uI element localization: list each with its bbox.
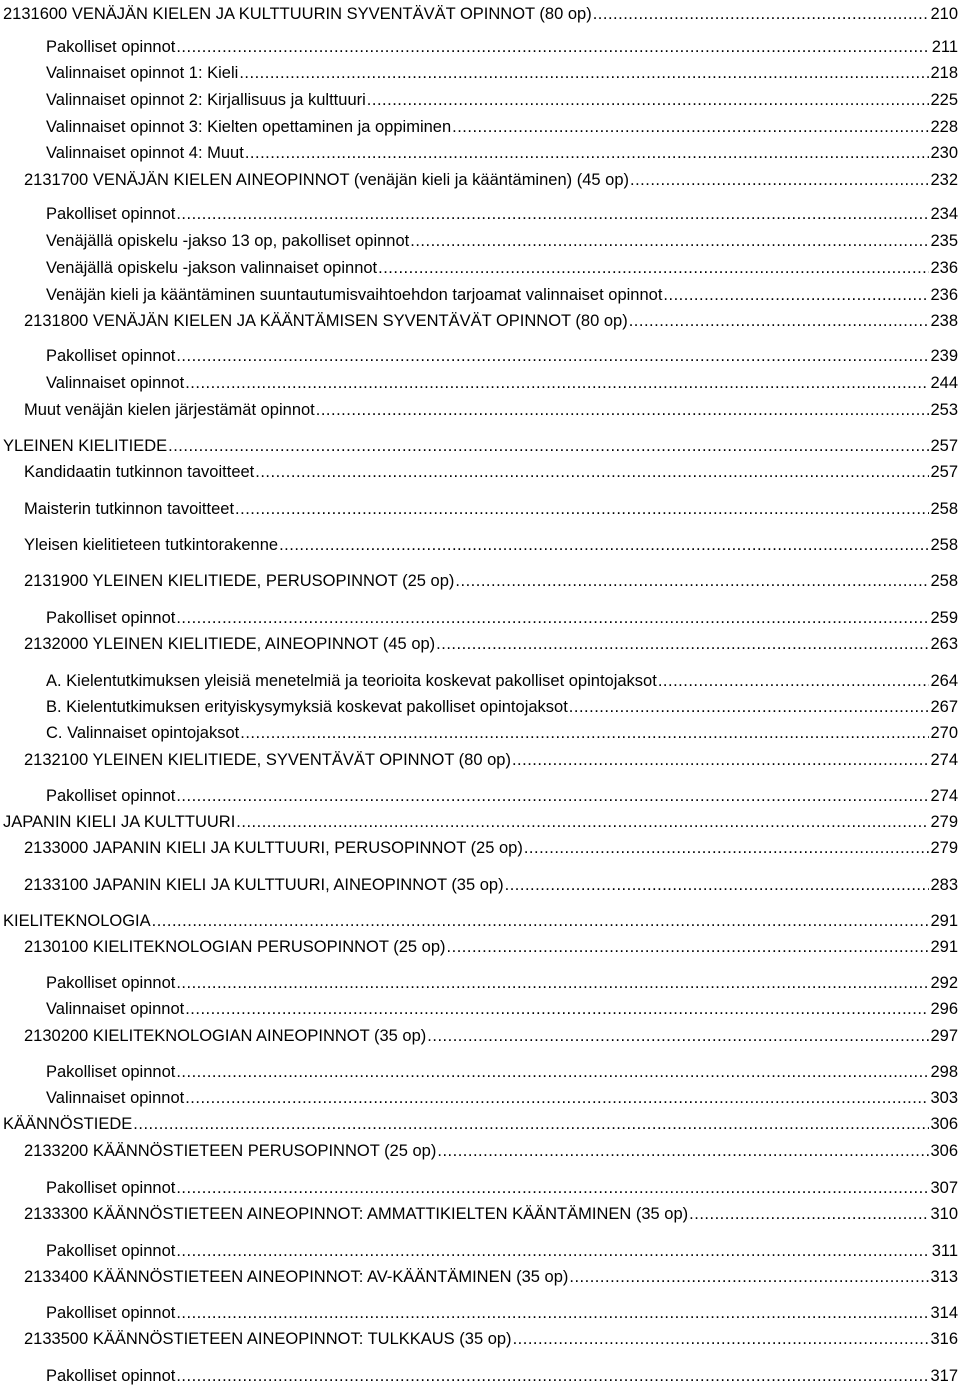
toc-entry-title: A. Kielentutkimuksen yleisiä menetelmiä ja teorioita koskevat pakolliset opintojaksot [46, 672, 657, 690]
toc-entry-title: Venäjällä opiskelu -jakson valinnaiset opinnot [46, 259, 378, 277]
toc-entry-title: 2132000 YLEINEN KIELITIEDE, AINEOPINNOT (45 op) [24, 635, 436, 653]
toc-entry-page: 291 [930, 938, 958, 956]
dot-leader [176, 202, 929, 226]
dot-leader [245, 141, 929, 165]
toc-entry[interactable] [0, 1265, 960, 1289]
toc-entry[interactable] [0, 1024, 960, 1048]
toc-entry[interactable] [0, 873, 960, 897]
toc-entry-title: Pakolliset opinnot [46, 1242, 176, 1260]
toc-entry-title: YLEINEN KIELITIEDE [3, 437, 168, 455]
toc-entry-page: 228 [930, 118, 958, 136]
toc-entry-page: 291 [930, 912, 958, 930]
toc-entry-title: Valinnaiset opinnot [46, 1000, 185, 1018]
toc-entry-page: 238 [930, 312, 958, 330]
toc-entry-page: 298 [930, 1063, 958, 1081]
toc-entry[interactable] [0, 569, 960, 593]
toc-entry-page: 258 [930, 572, 958, 590]
toc-entry-title: Valinnaiset opinnot [46, 1089, 185, 1107]
dot-leader [663, 283, 929, 307]
toc-entry-page: 296 [930, 1000, 958, 1018]
toc-entry[interactable] [0, 1202, 960, 1226]
toc-entry-title: Valinnaiset opinnot 1: Kieli [46, 64, 239, 82]
toc-entry-page: 244 [930, 374, 958, 392]
dot-leader [367, 88, 929, 112]
toc-entry[interactable] [0, 115, 960, 139]
toc-entry-page: 263 [930, 635, 958, 653]
toc-entry[interactable] [0, 971, 960, 995]
toc-entry-page: 259 [930, 609, 958, 627]
toc-entry-page: 264 [930, 672, 958, 690]
toc-entry-page: 279 [930, 813, 958, 831]
toc-entry-title: 2130200 KIELITEKNOLOGIAN AINEOPINNOT (35 op) [24, 1027, 427, 1045]
toc-entry-title: Maisterin tutkinnon tavoitteet [24, 500, 235, 518]
dot-leader [629, 309, 929, 333]
toc-entry-title: KIELITEKNOLOGIA [3, 912, 151, 930]
dot-leader [235, 497, 929, 521]
dot-leader [236, 810, 929, 834]
toc-entry[interactable] [0, 434, 960, 458]
toc-entry[interactable] [0, 1364, 960, 1388]
toc-entry-page: 283 [930, 876, 958, 894]
toc-entry-title: 2131600 VENÄJÄN KIELEN JA KULTTUURIN SYVENTÄVÄT OPINNOT (80 op) [3, 5, 592, 23]
dot-leader [593, 2, 929, 26]
toc-entry[interactable] [0, 1176, 960, 1200]
toc-entry-title: KÄÄNNÖSTIEDE [3, 1115, 133, 1133]
toc-entry[interactable] [0, 371, 960, 395]
toc-entry-title: Kandidaatin tutkinnon tavoitteet [24, 463, 255, 481]
toc-entry-title: 2133500 KÄÄNNÖSTIETEEN AINEOPINNOT: TULKKAUS (35 op) [24, 1330, 512, 1348]
toc-entry-page: 257 [930, 463, 958, 481]
dot-leader [569, 1265, 929, 1289]
dot-leader [505, 873, 929, 897]
toc-entry[interactable] [0, 88, 960, 112]
dot-leader [176, 35, 929, 59]
toc-entry-page: 235 [930, 232, 958, 250]
toc-entry-title: Pakolliset opinnot [46, 1304, 176, 1322]
toc-entry-title: Venäjällä opiskelu -jakso 13 op, pakolliset opinnot [46, 232, 410, 250]
toc-entry[interactable] [0, 229, 960, 253]
toc-entry-page: 306 [930, 1142, 958, 1160]
toc-entry-title: Pakolliset opinnot [46, 205, 176, 223]
dot-leader [689, 1202, 929, 1226]
toc-entry[interactable] [0, 460, 960, 484]
toc-entry-title: Pakolliset opinnot [46, 1063, 176, 1081]
toc-entry-title: 2133000 JAPANIN KIELI JA KULTTUURI, PERUSOPINNOT (25 op) [24, 839, 523, 857]
dot-leader [176, 1364, 929, 1388]
toc-entry[interactable] [0, 935, 960, 959]
dot-leader [168, 434, 929, 458]
toc-entry[interactable] [0, 1060, 960, 1084]
toc-entry-page: 218 [930, 64, 958, 82]
toc-entry-title: B. Kielentutkimuksen erityiskysymyksiä koskevat pakolliset opintojaksot [46, 698, 568, 716]
toc-entry-title: Pakolliset opinnot [46, 787, 176, 805]
toc-entry-page: 253 [930, 401, 958, 419]
dot-leader [410, 229, 929, 253]
dot-leader [185, 1086, 929, 1110]
toc-entry[interactable] [0, 721, 960, 745]
toc-entry[interactable] [0, 748, 960, 772]
toc-entry[interactable] [0, 909, 960, 933]
toc-entry[interactable] [0, 2, 960, 26]
toc-entry-title: Pakolliset opinnot [46, 38, 176, 56]
toc-entry-page: 225 [930, 91, 958, 109]
toc-entry-page: 234 [930, 205, 958, 223]
toc-entry-page: 279 [930, 839, 958, 857]
toc-entry[interactable] [0, 1327, 960, 1351]
toc-entry-page: 297 [930, 1027, 958, 1045]
toc-entry[interactable] [0, 606, 960, 630]
toc-entry-page: 313 [930, 1268, 958, 1286]
toc-entry-title: 2131900 YLEINEN KIELITIEDE, PERUSOPINNOT (25 op) [24, 572, 455, 590]
toc-entry[interactable] [0, 836, 960, 860]
toc-entry-page: 292 [930, 974, 958, 992]
toc-entry-page: 316 [930, 1330, 958, 1348]
toc-entry-page: 211 [931, 38, 958, 56]
toc-entry-title: 2131800 VENÄJÄN KIELEN JA KÄÄNTÄMISEN SYVENTÄVÄT OPINNOT (80 op) [24, 312, 628, 330]
toc-entry-title: 2132100 YLEINEN KIELITIEDE, SYVENTÄVÄT OPINNOT (80 op) [24, 751, 511, 769]
dot-leader [176, 606, 929, 630]
dot-leader [436, 632, 929, 656]
dot-leader [455, 569, 929, 593]
toc-entry[interactable] [0, 497, 960, 521]
toc-entry-title: 2130100 KIELITEKNOLOGIAN PERUSOPINNOT (25 op) [24, 938, 446, 956]
dot-leader [176, 1301, 929, 1325]
dot-leader [133, 1112, 929, 1136]
toc-entry-title: Pakolliset opinnot [46, 609, 176, 627]
toc-entry-title: Pakolliset opinnot [46, 1179, 176, 1197]
dot-leader [452, 115, 929, 139]
dot-leader [630, 168, 929, 192]
dot-leader [279, 533, 929, 557]
toc-entry[interactable] [0, 283, 960, 307]
toc-entry[interactable] [0, 784, 960, 808]
toc-entry[interactable] [0, 1301, 960, 1325]
toc-entry[interactable] [0, 632, 960, 656]
toc-entry-page: 239 [930, 347, 958, 365]
toc-entry-page: 257 [930, 437, 958, 455]
dot-leader [513, 1327, 929, 1351]
toc-entry-page: 258 [930, 536, 958, 554]
toc-entry-page: 236 [930, 259, 958, 277]
dot-leader [176, 1060, 929, 1084]
dot-leader [185, 371, 929, 395]
toc-entry-page: 317 [930, 1367, 958, 1385]
dot-leader [569, 695, 929, 719]
toc-entry[interactable] [0, 256, 960, 280]
toc-entry[interactable] [0, 1139, 960, 1163]
dot-leader [316, 398, 929, 422]
toc-entry-title: 2133200 KÄÄNNÖSTIETEEN PERUSOPINNOT (25 op) [24, 1142, 437, 1160]
toc-entry-page: 311 [931, 1242, 958, 1260]
dot-leader [176, 971, 929, 995]
dot-leader [240, 721, 929, 745]
dot-leader [176, 1239, 929, 1263]
toc-entry-page: 210 [930, 5, 958, 23]
toc-entry-title: Venäjän kieli ja kääntäminen suuntautumisvaihtoehdon tarjoamat valinnaiset opinnot [46, 286, 663, 304]
toc-entry[interactable] [0, 1239, 960, 1263]
toc-entry[interactable] [0, 202, 960, 226]
toc-entry-title: Valinnaiset opinnot 4: Muut [46, 144, 244, 162]
toc-entry-title: Pakolliset opinnot [46, 1367, 176, 1385]
dot-leader [658, 669, 929, 693]
dot-leader [176, 1176, 929, 1200]
toc-entry[interactable] [0, 669, 960, 693]
toc-entry-page: 303 [930, 1089, 958, 1107]
toc-entry-page: 310 [930, 1205, 958, 1223]
toc-entry-title: 2133100 JAPANIN KIELI JA KULTTUURI, AINEOPINNOT (35 op) [24, 876, 504, 894]
toc-entry-page: 270 [930, 724, 958, 742]
toc-entry-title: Valinnaiset opinnot 3: Kielten opettaminen ja oppiminen [46, 118, 452, 136]
toc-entry-title: JAPANIN KIELI JA KULTTUURI [3, 813, 236, 831]
toc-entry-title: 2131700 VENÄJÄN KIELEN AINEOPINNOT (venäjän kieli ja kääntäminen) (45 op) [24, 171, 629, 189]
toc-entry-page: 258 [930, 500, 958, 518]
toc-entry-page: 314 [930, 1304, 958, 1322]
dot-leader [176, 344, 929, 368]
toc-entry-page: 267 [930, 698, 958, 716]
toc-entry-page: 307 [930, 1179, 958, 1197]
toc-entry-page: 230 [930, 144, 958, 162]
toc-entry[interactable] [0, 344, 960, 368]
toc-entry-title: Yleisen kielitieteen tutkintorakenne [24, 536, 279, 554]
toc-entry[interactable] [0, 1112, 960, 1136]
dot-leader [255, 460, 929, 484]
toc-entry[interactable] [0, 533, 960, 557]
toc-entry[interactable] [0, 695, 960, 719]
dot-leader [524, 836, 929, 860]
dot-leader [437, 1139, 929, 1163]
toc-entry[interactable] [0, 810, 960, 834]
dot-leader [378, 256, 929, 280]
dot-leader [185, 997, 929, 1021]
toc-entry[interactable] [0, 1086, 960, 1110]
dot-leader [239, 61, 929, 85]
dot-leader [512, 748, 929, 772]
toc-entry-title: 2133400 KÄÄNNÖSTIETEEN AINEOPINNOT: AV-KÄÄNTÄMINEN (35 op) [24, 1268, 569, 1286]
toc-entry-page: 232 [930, 171, 958, 189]
dot-leader [152, 909, 929, 933]
toc-entry-title: Pakolliset opinnot [46, 347, 176, 365]
toc-entry-title: Muut venäjän kielen järjestämät opinnot [24, 401, 315, 419]
toc-entry-page: 306 [930, 1115, 958, 1133]
toc-entry[interactable] [0, 35, 960, 59]
toc-entry[interactable] [0, 168, 960, 192]
dot-leader [176, 784, 929, 808]
toc-entry[interactable] [0, 398, 960, 422]
toc-entry-title: C. Valinnaiset opintojaksot [46, 724, 240, 742]
toc-entry-page: 274 [930, 751, 958, 769]
dot-leader [447, 935, 929, 959]
toc-entry-page: 236 [930, 286, 958, 304]
toc-entry-title: Pakolliset opinnot [46, 974, 176, 992]
toc-entry-title: 2133300 KÄÄNNÖSTIETEEN AINEOPINNOT: AMMATTIKIELTEN KÄÄNTÄMINEN (35 op) [24, 1205, 689, 1223]
toc-entry[interactable] [0, 61, 960, 85]
dot-leader [427, 1024, 929, 1048]
toc-entry-page: 274 [930, 787, 958, 805]
toc-entry[interactable] [0, 997, 960, 1021]
toc-entry[interactable] [0, 309, 960, 333]
toc-entry[interactable] [0, 141, 960, 165]
toc-entry-title: Valinnaiset opinnot [46, 374, 185, 392]
toc-entry-title: Valinnaiset opinnot 2: Kirjallisuus ja kulttuuri [46, 91, 366, 109]
